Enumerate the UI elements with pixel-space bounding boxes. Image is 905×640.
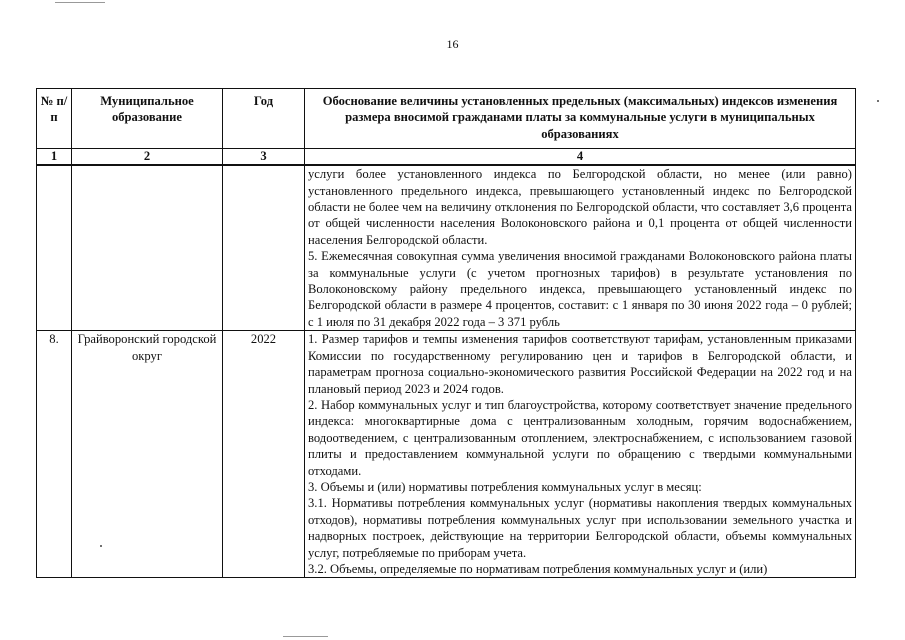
column-index-cell: 4	[305, 149, 856, 166]
row-year: 2022	[223, 331, 305, 578]
table-row	[37, 165, 856, 331]
scan-speck	[877, 100, 879, 102]
justification-paragraph: 3. Объемы и (или) нормативы потребления коммунальных услуг в месяц:	[308, 479, 702, 494]
scan-edge-mark	[283, 636, 328, 637]
row-municipality	[72, 165, 223, 331]
page-number: 16	[446, 37, 459, 51]
row-year	[223, 165, 305, 331]
header-year: Год	[223, 89, 305, 149]
header-municipality: Муниципальное образование	[72, 89, 223, 149]
row-justification	[305, 165, 856, 331]
column-index-row	[37, 149, 856, 166]
row-municipality: Грайворонский городской округ	[72, 331, 223, 578]
justification-paragraph: 3.2. Объемы, определяемые по нормативам потребления коммунальных услуг и (или)	[308, 561, 768, 576]
column-index-cell: 3	[223, 149, 305, 166]
column-index-cell: 2	[72, 149, 223, 166]
justification-paragraph: 2. Набор коммунальных услуг и тип благоустройства, которому соответствует значение предельного индекса: многоквартирные дома с централизованным холодным, горячим водоснабжением, водоотведением, с централизованным отоплением, электроснабжением, с использованием газовой плиты и предоставлением коммунальной услуги по обращению с твердыми коммунальными отходами.	[308, 397, 852, 478]
row-num	[37, 165, 72, 331]
justification-paragraph: услуги более установленного индекса по Белгородской области, но менее (или равно) установленного предельного индекса, превышающего установленный индекс по Белгородской области не более чем на величину отклонения по Белгородской области, что составляет 3,6 процента от общей численности населения Волоконовского района и 0,1 процента от общей численности населения Белгородской области.	[308, 167, 852, 247]
column-index-cell: 1	[37, 149, 72, 166]
justification-paragraph: 3.1. Нормативы потребления коммунальных услуг (нормативы накопления твердых коммунальных отходов), нормативы потребления коммунальных услуг при использовании земельного участка и надворных построек, действующие на территории Белгородской области, объемы коммунальных услуг, потребляемые по приборам учета.	[308, 496, 852, 560]
table-row	[37, 331, 856, 578]
scan-edge-mark	[55, 2, 105, 3]
row-num: 8.	[37, 331, 72, 578]
justification-paragraph: 5. Ежемесячная совокупная сумма увеличения вносимой гражданами Волоконовского района платы за коммунальные услуги (с учетом прогнозных тарифов) в результате установления по Волоконовскому району предельного индекса, превышающего установленный индекс по Белгородской области в размере 4 процентов, составит: с 1 января по 30 июня 2022 года – 0 рублей; с 1 июля по 31 декабря 2022 года – 3 371 рубль	[308, 249, 852, 329]
header-num: № п/п	[37, 89, 72, 149]
row-justification	[305, 331, 856, 578]
justification-paragraph: 1. Размер тарифов и темпы изменения тарифов соответствуют тарифам, установленным приказами Комиссии по государственному регулированию цен и тарифов в Белгородской области, и параметрам прогноза социально-экономического развития Российской Федерации на 2022 год и на плановый период 2023 и 2024 годов.	[308, 332, 852, 396]
table-header-row	[37, 89, 856, 149]
scan-speck	[100, 545, 102, 547]
justification-table	[36, 88, 856, 578]
header-justification: Обоснование величины установленных предельных (максимальных) индексов изменения размера вносимой гражданами платы за коммунальные услуги в муниципальных образованиях	[305, 89, 856, 149]
